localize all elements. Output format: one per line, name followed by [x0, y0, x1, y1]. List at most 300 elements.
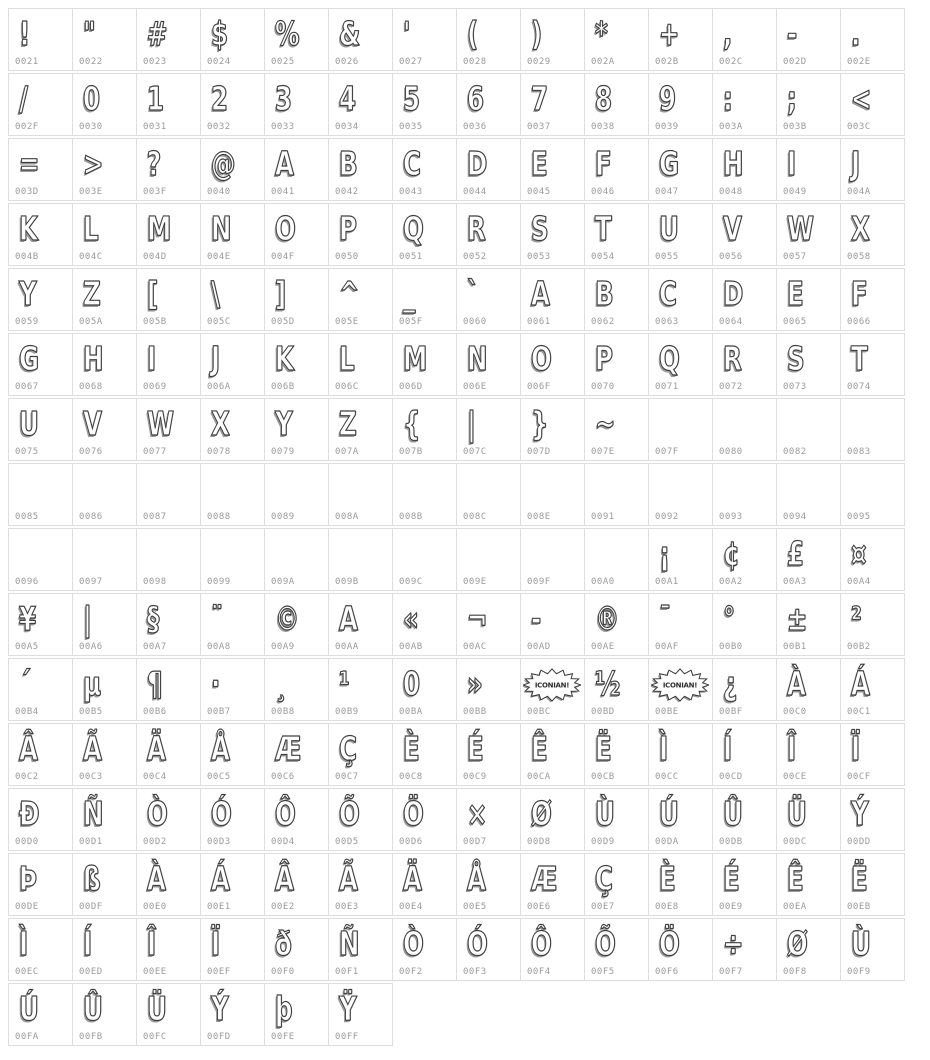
glyph-preview — [137, 529, 200, 577]
unicode-code-label: 002A — [591, 57, 615, 67]
unicode-code-label: 0097 — [79, 577, 103, 587]
glyph-cell — [8, 918, 73, 981]
unicode-code-label: 00FC — [143, 1032, 167, 1042]
glyph-cell — [456, 723, 521, 786]
glyph-cell — [456, 918, 521, 981]
unicode-code-label: 00AA — [335, 642, 359, 652]
unicode-code-label: 0023 — [143, 57, 167, 67]
unicode-code-label: 006F — [527, 382, 551, 392]
charmap-row — [8, 73, 920, 136]
glyph-cell — [584, 853, 649, 916]
unicode-code-label: 00C7 — [335, 772, 359, 782]
glyph-cell — [264, 853, 329, 916]
unicode-code-label: 0052 — [463, 252, 487, 262]
glyph-preview: \ — [211, 274, 220, 313]
glyph-preview: W — [147, 404, 174, 443]
glyph-cell — [584, 658, 649, 721]
glyph-cell — [72, 463, 137, 526]
glyph-preview: 3 — [275, 79, 292, 118]
unicode-code-label: 009A — [271, 577, 295, 587]
unicode-code-label: 00A9 — [271, 642, 295, 652]
glyph-preview: Å — [211, 729, 230, 768]
unicode-code-label: 0047 — [655, 187, 679, 197]
glyph-cell — [648, 8, 713, 71]
glyph-preview — [201, 529, 264, 577]
glyph-cell — [72, 788, 137, 851]
unicode-code-label: 00F7 — [719, 967, 743, 977]
glyph-cell — [840, 723, 905, 786]
unicode-code-label: 002E — [847, 57, 871, 67]
glyph-preview — [713, 464, 776, 512]
glyph-cell — [456, 528, 521, 591]
unicode-code-label: 0070 — [591, 382, 615, 392]
glyph-cell — [328, 528, 393, 591]
unicode-code-label: 00A3 — [783, 577, 807, 587]
glyph-preview: + — [659, 14, 680, 53]
glyph-cell — [264, 73, 329, 136]
glyph-cell — [328, 203, 393, 266]
charmap-row — [8, 983, 920, 1046]
glyph-cell — [840, 918, 905, 981]
unicode-code-label: 0049 — [783, 187, 807, 197]
unicode-code-label: 00CF — [847, 772, 871, 782]
glyph-preview: U — [659, 209, 679, 248]
unicode-code-label: 00C6 — [271, 772, 295, 782]
unicode-code-label: 00ED — [79, 967, 103, 977]
glyph-preview: À — [147, 859, 166, 898]
glyph-preview — [585, 529, 648, 577]
glyph-cell — [264, 658, 329, 721]
glyph-cell — [264, 983, 329, 1046]
unicode-code-label: 006B — [271, 382, 295, 392]
glyph-cell — [72, 203, 137, 266]
glyph-preview: Ÿ — [339, 989, 357, 1028]
glyph-preview: Q — [659, 339, 680, 378]
glyph-preview: Ð — [19, 794, 40, 833]
glyph-preview: V — [83, 404, 102, 443]
glyph-cell — [648, 788, 713, 851]
unicode-code-label: 00CE — [783, 772, 807, 782]
glyph-preview: | — [467, 404, 476, 443]
unicode-code-label: 00EB — [847, 902, 871, 912]
glyph-cell — [8, 723, 73, 786]
glyph-preview: K — [19, 209, 38, 248]
unicode-code-label: 00CA — [527, 772, 551, 782]
glyph-preview: þ — [275, 989, 293, 1028]
glyph-cell — [72, 73, 137, 136]
unicode-code-label: 00F9 — [847, 967, 871, 977]
glyph-cell — [264, 203, 329, 266]
charmap-row — [8, 658, 920, 721]
glyph-cell — [712, 918, 777, 981]
glyph-cell — [456, 593, 521, 656]
unicode-code-label: 00F5 — [591, 967, 615, 977]
glyph-preview — [9, 464, 72, 512]
glyph-preview: Û — [83, 989, 103, 1028]
unicode-code-label: 003E — [79, 187, 103, 197]
glyph-cell — [584, 593, 649, 656]
unicode-code-label: 0024 — [207, 57, 231, 67]
unicode-code-label: 00E9 — [719, 902, 743, 912]
glyph-cell — [136, 268, 201, 331]
unicode-code-label: 00A6 — [79, 642, 103, 652]
glyph-preview: @ — [211, 144, 236, 183]
glyph-cell — [648, 268, 713, 331]
glyph-cell — [584, 723, 649, 786]
unicode-code-label: 00DB — [719, 837, 743, 847]
glyph-preview: Â — [275, 859, 294, 898]
glyph-preview: ® — [595, 599, 620, 638]
glyph-cell — [392, 333, 457, 396]
unicode-code-label: 009B — [335, 577, 359, 587]
unicode-code-label: 005A — [79, 317, 103, 327]
glyph-cell — [712, 593, 777, 656]
glyph-preview: È — [659, 859, 676, 898]
unicode-code-label: 005C — [207, 317, 231, 327]
unicode-code-label: 004E — [207, 252, 231, 262]
unicode-code-label: 0033 — [271, 122, 295, 132]
glyph-cell — [456, 8, 521, 71]
glyph-preview: H — [723, 144, 744, 183]
glyph-cell — [520, 528, 585, 591]
unicode-code-label: 0032 — [207, 122, 231, 132]
glyph-cell — [776, 528, 841, 591]
glyph-preview: O — [275, 209, 296, 248]
unicode-code-label: 00C3 — [79, 772, 103, 782]
glyph-cell — [520, 788, 585, 851]
unicode-code-label: 0057 — [783, 252, 807, 262]
unicode-code-label: 0060 — [463, 317, 487, 327]
unicode-code-label: 0029 — [527, 57, 551, 67]
glyph-preview: N — [467, 339, 488, 378]
unicode-code-label: 0061 — [527, 317, 551, 327]
glyph-cell — [328, 8, 393, 71]
unicode-code-label: 00D3 — [207, 837, 231, 847]
unicode-code-label: 0041 — [271, 187, 295, 197]
unicode-code-label: 00D5 — [335, 837, 359, 847]
glyph-cell — [456, 138, 521, 201]
unicode-code-label: 0036 — [463, 122, 487, 132]
unicode-code-label: 00B8 — [271, 707, 295, 717]
glyph-cell — [776, 658, 841, 721]
glyph-preview: 0 — [403, 664, 420, 703]
glyph-cell — [200, 528, 265, 591]
unicode-code-label: 00C5 — [207, 772, 231, 782]
charmap-row — [8, 918, 920, 981]
unicode-code-label: 00E5 — [463, 902, 487, 912]
unicode-code-label: 007F — [655, 447, 679, 457]
glyph-preview: X — [851, 209, 870, 248]
glyph-preview: ` — [467, 274, 480, 313]
glyph-preview: Ä — [403, 859, 422, 898]
glyph-cell — [840, 138, 905, 201]
glyph-cell — [776, 788, 841, 851]
glyph-cell — [136, 658, 201, 721]
glyph-preview — [521, 464, 584, 512]
glyph-cell — [456, 463, 521, 526]
glyph-cell — [200, 723, 265, 786]
glyph-cell — [8, 138, 73, 201]
glyph-preview: ¤ — [851, 534, 867, 573]
glyph-preview: Ù — [851, 924, 871, 963]
glyph-cell — [328, 658, 393, 721]
unicode-code-label: 008B — [399, 512, 423, 522]
glyph-preview: 6 — [467, 79, 484, 118]
glyph-cell — [328, 788, 393, 851]
glyph-cell — [200, 138, 265, 201]
glyph-cell — [72, 658, 137, 721]
glyph-cell — [840, 333, 905, 396]
glyph-preview: * — [595, 14, 608, 53]
glyph-preview: A — [275, 144, 294, 183]
glyph-cell — [520, 203, 585, 266]
glyph-cell — [392, 203, 457, 266]
glyph-preview: | — [83, 599, 92, 638]
unicode-code-label: 00D6 — [399, 837, 423, 847]
glyph-preview: ² — [851, 599, 862, 638]
glyph-cell — [264, 723, 329, 786]
glyph-preview: Ò — [403, 924, 424, 963]
unicode-code-label: 0095 — [847, 512, 871, 522]
glyph-cell — [264, 463, 329, 526]
glyph-cell — [200, 73, 265, 136]
unicode-code-label: 0068 — [79, 382, 103, 392]
glyph-preview: ; — [787, 79, 797, 118]
glyph-preview: G — [19, 339, 40, 378]
glyph-cell — [200, 203, 265, 266]
glyph-cell — [136, 463, 201, 526]
unicode-code-label: 00DC — [783, 837, 807, 847]
character-map-grid — [8, 8, 920, 1046]
glyph-preview — [73, 464, 136, 512]
glyph-preview: × — [467, 794, 488, 833]
unicode-code-label: 00DD — [847, 837, 871, 847]
unicode-code-label: 004D — [143, 252, 167, 262]
charmap-row — [8, 398, 920, 461]
glyph-preview: Ç — [595, 859, 613, 898]
glyph-cell — [8, 398, 73, 461]
glyph-preview: Ã — [83, 729, 102, 768]
glyph-cell — [328, 853, 393, 916]
unicode-code-label: 003B — [783, 122, 807, 132]
glyph-cell — [712, 463, 777, 526]
glyph-preview: ß — [83, 859, 101, 898]
glyph-preview: { — [403, 404, 421, 443]
glyph-preview: B — [595, 274, 614, 313]
glyph-preview: É — [723, 859, 740, 898]
glyph-preview — [841, 464, 904, 512]
unicode-code-label: 008A — [335, 512, 359, 522]
glyph-preview: H — [83, 339, 104, 378]
unicode-code-label: 00FA — [15, 1032, 39, 1042]
glyph-preview: = — [19, 144, 40, 183]
glyph-cell — [328, 918, 393, 981]
unicode-code-label: 0062 — [591, 317, 615, 327]
glyph-cell — [328, 593, 393, 656]
unicode-code-label: 00FB — [79, 1032, 103, 1042]
glyph-cell — [8, 203, 73, 266]
unicode-code-label: 00FE — [271, 1032, 295, 1042]
unicode-code-label: 007D — [527, 447, 551, 457]
unicode-code-label: 009F — [527, 577, 551, 587]
unicode-code-label: 00B7 — [207, 707, 231, 717]
glyph-preview — [457, 529, 520, 577]
glyph-cell — [840, 528, 905, 591]
glyph-preview: [ — [147, 274, 159, 313]
glyph-cell — [776, 918, 841, 981]
glyph-preview: Ì — [19, 924, 29, 963]
starburst-logo-glyph — [523, 667, 581, 703]
glyph-cell — [840, 853, 905, 916]
glyph-cell — [392, 723, 457, 786]
glyph-preview: Ñ — [83, 794, 104, 833]
glyph-cell — [648, 463, 713, 526]
unicode-code-label: 0051 — [399, 252, 423, 262]
unicode-code-label: 003F — [143, 187, 167, 197]
unicode-code-label: 0083 — [847, 447, 871, 457]
unicode-code-label: 006A — [207, 382, 231, 392]
glyph-preview: Î — [147, 924, 157, 963]
unicode-code-label: 003A — [719, 122, 743, 132]
glyph-preview: Â — [19, 729, 38, 768]
glyph-preview: Ñ — [339, 924, 360, 963]
unicode-code-label: 00B0 — [719, 642, 743, 652]
glyph-preview: Ö — [403, 794, 424, 833]
unicode-code-label: 008C — [463, 512, 487, 522]
glyph-preview: Ô — [531, 924, 552, 963]
glyph-preview: » — [467, 664, 483, 703]
glyph-cell — [8, 8, 73, 71]
glyph-cell — [392, 918, 457, 981]
glyph-preview: ° — [723, 599, 736, 638]
unicode-code-label: 00B1 — [783, 642, 807, 652]
glyph-preview: < — [851, 79, 872, 118]
unicode-code-label: 00BA — [399, 707, 423, 717]
glyph-preview: W — [787, 209, 814, 248]
glyph-cell — [328, 723, 393, 786]
glyph-cell — [520, 463, 585, 526]
glyph-cell — [584, 268, 649, 331]
glyph-cell — [776, 268, 841, 331]
glyph-cell — [776, 8, 841, 71]
glyph-preview: P — [595, 339, 613, 378]
unicode-code-label: 00C4 — [143, 772, 167, 782]
glyph-cell — [456, 73, 521, 136]
glyph-preview: ¶ — [147, 664, 163, 703]
unicode-code-label: 0080 — [719, 447, 743, 457]
charmap-row — [8, 788, 920, 851]
unicode-code-label: 0074 — [847, 382, 871, 392]
glyph-preview: # — [147, 14, 168, 53]
unicode-code-label: 00F2 — [399, 967, 423, 977]
glyph-preview: > — [83, 144, 104, 183]
unicode-code-label: 0028 — [463, 57, 487, 67]
glyph-preview — [201, 464, 264, 512]
glyph-cell — [392, 528, 457, 591]
unicode-code-label: 00BE — [655, 707, 679, 717]
glyph-preview: Ü — [787, 794, 807, 833]
unicode-code-label: 00FD — [207, 1032, 231, 1042]
glyph-cell — [648, 203, 713, 266]
glyph-preview: 8 — [595, 79, 612, 118]
glyph-preview — [393, 464, 456, 512]
unicode-code-label: 00EE — [143, 967, 167, 977]
glyph-cell — [8, 268, 73, 331]
glyph-preview: ¢ — [723, 534, 740, 573]
unicode-code-label: 00F1 — [335, 967, 359, 977]
glyph-preview: ¬ — [467, 599, 488, 638]
charmap-row — [8, 333, 920, 396]
glyph-cell — [8, 593, 73, 656]
glyph-preview: ! — [19, 14, 31, 53]
unicode-code-label: 00A5 — [15, 642, 39, 652]
unicode-code-label: 0077 — [143, 447, 167, 457]
glyph-preview: Î — [787, 729, 797, 768]
glyph-preview: Ó — [211, 794, 232, 833]
unicode-code-label: 0088 — [207, 512, 231, 522]
glyph-cell — [200, 398, 265, 461]
unicode-code-label: 0069 — [143, 382, 167, 392]
glyph-preview: ¹ — [339, 664, 350, 703]
glyph-preview: Í — [83, 924, 93, 963]
glyph-cell — [712, 203, 777, 266]
unicode-code-label: 00B5 — [79, 707, 103, 717]
glyph-preview: $ — [211, 14, 228, 53]
unicode-code-label: 0025 — [271, 57, 295, 67]
unicode-code-label: 005B — [143, 317, 167, 327]
glyph-preview — [393, 529, 456, 577]
glyph-preview: Þ — [19, 859, 38, 898]
unicode-code-label: 00AC — [463, 642, 487, 652]
unicode-code-label: 0092 — [655, 512, 679, 522]
glyph-cell — [712, 268, 777, 331]
glyph-preview: P — [339, 209, 357, 248]
unicode-code-label: 0073 — [783, 382, 807, 392]
glyph-preview: ½ — [595, 664, 621, 703]
glyph-cell — [72, 8, 137, 71]
unicode-code-label: 009E — [463, 577, 487, 587]
unicode-code-label: 00B2 — [847, 642, 871, 652]
glyph-cell — [200, 853, 265, 916]
unicode-code-label: 00D8 — [527, 837, 551, 847]
glyph-preview: È — [403, 729, 420, 768]
unicode-code-label: 00CC — [655, 772, 679, 782]
unicode-code-label: 00C9 — [463, 772, 487, 782]
glyph-cell — [136, 138, 201, 201]
glyph-preview: © — [275, 599, 300, 638]
glyph-cell — [8, 788, 73, 851]
glyph-cell — [776, 333, 841, 396]
glyph-cell — [520, 853, 585, 916]
glyph-cell — [712, 333, 777, 396]
glyph-preview: Ë — [595, 729, 612, 768]
unicode-code-label: 00A8 — [207, 642, 231, 652]
glyph-cell — [264, 268, 329, 331]
glyph-cell — [776, 723, 841, 786]
unicode-code-label: 00E8 — [655, 902, 679, 912]
unicode-code-label: 0034 — [335, 122, 359, 132]
glyph-preview: Ü — [147, 989, 167, 1028]
unicode-code-label: 0085 — [15, 512, 39, 522]
glyph-preview: N — [211, 209, 232, 248]
glyph-cell — [8, 73, 73, 136]
glyph-cell — [264, 918, 329, 981]
glyph-preview: Ó — [467, 924, 488, 963]
unicode-code-label: 0096 — [15, 577, 39, 587]
glyph-cell — [648, 73, 713, 136]
glyph-preview: Á — [211, 859, 230, 898]
glyph-cell — [328, 463, 393, 526]
